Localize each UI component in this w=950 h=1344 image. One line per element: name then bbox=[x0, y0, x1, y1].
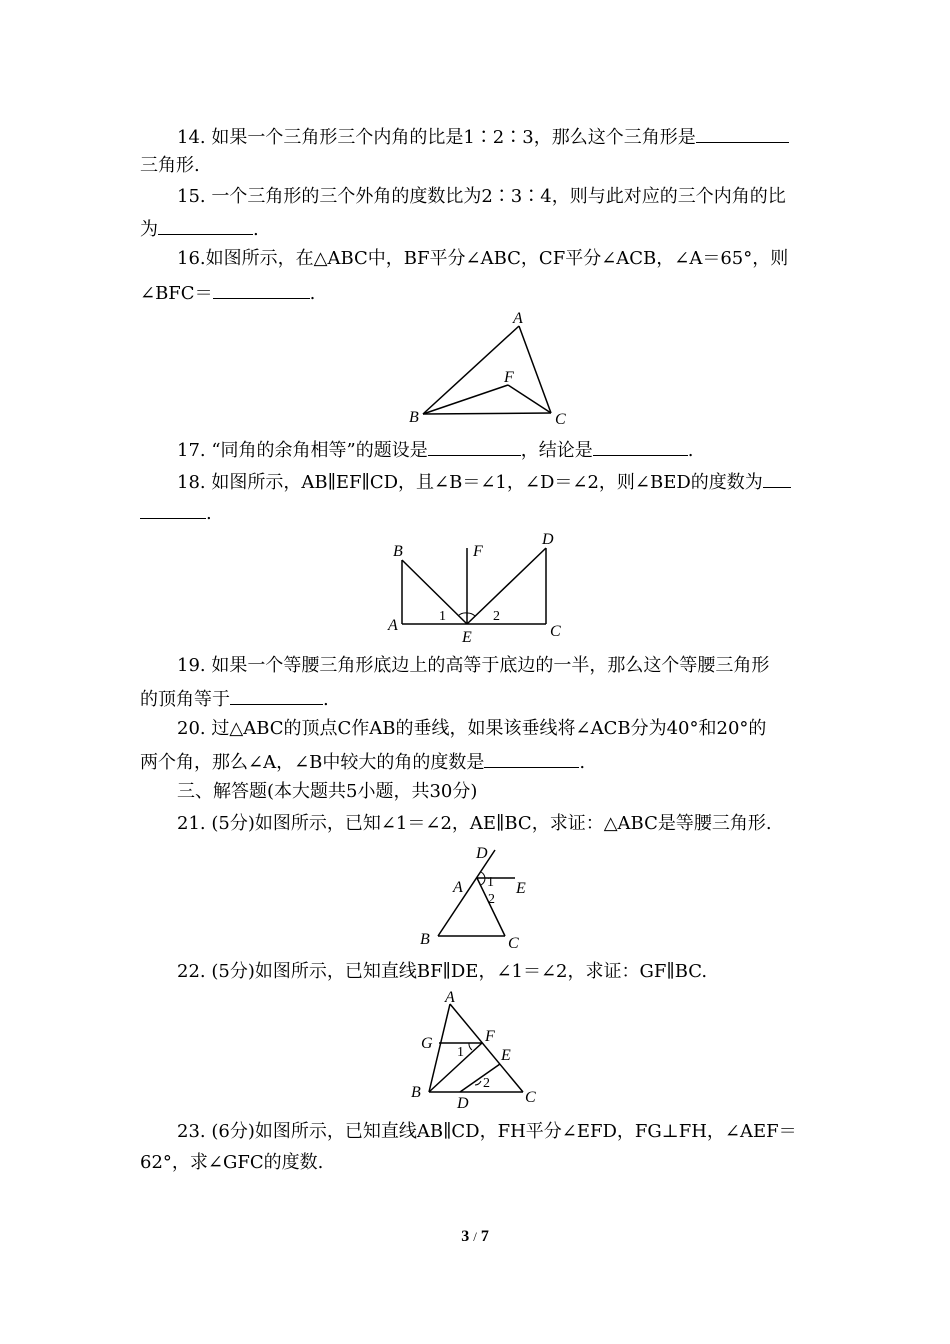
label-b: B bbox=[411, 1084, 421, 1101]
label-e: E bbox=[516, 880, 526, 897]
answer-blank bbox=[158, 216, 253, 235]
q16-line1: 16.如图所示，在△ABC中，BF平分∠ABC，CF平分∠ACB，∠A＝65°，则 bbox=[177, 248, 789, 269]
angle-1-label: 1 bbox=[487, 875, 494, 890]
label-a: A bbox=[453, 879, 463, 896]
angle-1-label: 1 bbox=[457, 1045, 464, 1060]
angle-1-label: 1 bbox=[439, 609, 446, 624]
answer-blank bbox=[428, 437, 521, 456]
q23-line1: 23. (6分)如图所示，已知直线AB∥CD，FH平分∠EFD，FG⊥FH，∠AEF＝ bbox=[177, 1121, 797, 1142]
answer-blank bbox=[140, 500, 206, 519]
label-a: A bbox=[445, 989, 455, 1006]
page-number: 3 / 7 bbox=[461, 1228, 489, 1245]
label-f: F bbox=[485, 1028, 495, 1045]
q18-line2: . bbox=[140, 500, 812, 525]
answer-blank bbox=[593, 437, 688, 456]
label-c: C bbox=[508, 935, 519, 952]
label-d: D bbox=[542, 531, 554, 548]
answer-blank bbox=[230, 686, 323, 705]
q22-line: 22. (5分)如图所示，已知直线BF∥DE，∠1＝∠2，求证：GF∥BC. bbox=[177, 961, 708, 982]
q23-line2: 62°，求∠GFC的度数. bbox=[140, 1152, 324, 1173]
section-title: 三、解答题(本大题共5小题，共30分) bbox=[177, 781, 478, 802]
label-d: D bbox=[476, 845, 488, 862]
q22-figure bbox=[405, 988, 555, 1112]
q18-figure bbox=[380, 528, 580, 648]
q21-figure bbox=[410, 840, 540, 952]
answer-blank bbox=[213, 280, 310, 299]
q16-line2: ∠BFC＝ . bbox=[140, 280, 812, 305]
label-d: D bbox=[457, 1095, 469, 1112]
answer-blank bbox=[763, 469, 791, 488]
label-c: C bbox=[555, 411, 566, 428]
label-c: C bbox=[550, 623, 561, 640]
label-a: A bbox=[513, 310, 523, 327]
q14-line2: 三角形. bbox=[140, 155, 200, 176]
q20-line2: 两个角，那么∠A，∠B中较大的角的度数是 . bbox=[140, 749, 812, 774]
q17-line: 17. “同角的余角相等”的题设是 ，结论是 . bbox=[140, 437, 849, 462]
label-c: C bbox=[525, 1089, 536, 1106]
q15-line2: 为 . bbox=[140, 216, 812, 241]
label-a: A bbox=[388, 617, 398, 634]
label-b: B bbox=[420, 931, 430, 948]
angle-2-label: 2 bbox=[483, 1076, 490, 1091]
q21-line: 21. (5分)如图所示，已知∠1＝∠2，AE∥BC，求证：△ABC是等腰三角形. bbox=[177, 813, 772, 834]
label-b: B bbox=[409, 409, 419, 426]
answer-blank bbox=[696, 124, 789, 143]
label-f: F bbox=[504, 369, 514, 386]
q16-figure bbox=[405, 306, 585, 432]
label-e: E bbox=[462, 629, 472, 646]
angle-2-label: 2 bbox=[493, 609, 500, 624]
label-e: E bbox=[501, 1047, 511, 1064]
q14-line1: 14. 如果一个三角形三个内角的比是1∶2∶3，那么这个三角形是 bbox=[140, 124, 849, 149]
q19-line1: 19. 如果一个等腰三角形底边上的高等于底边的一半，那么这个等腰三角形 bbox=[177, 655, 770, 676]
label-g: G bbox=[421, 1035, 433, 1052]
label-f: F bbox=[473, 543, 483, 560]
q19-line2: 的顶角等于 . bbox=[140, 686, 812, 711]
q20-line1: 20. 过△ABC的顶点C作AB的垂线，如果该垂线将∠ACB分为40°和20°的 bbox=[177, 718, 767, 739]
label-b: B bbox=[393, 543, 403, 560]
answer-blank bbox=[484, 749, 579, 768]
q18-line1: 18. 如图所示，AB∥EF∥CD，且∠B＝∠1，∠D＝∠2，则∠BED的度数为 bbox=[140, 469, 849, 494]
angle-2-label: 2 bbox=[488, 892, 495, 907]
q15-line1: 15. 一个三角形的三个外角的度数比为2∶3∶4，则与此对应的三个内角的比 bbox=[177, 186, 786, 207]
